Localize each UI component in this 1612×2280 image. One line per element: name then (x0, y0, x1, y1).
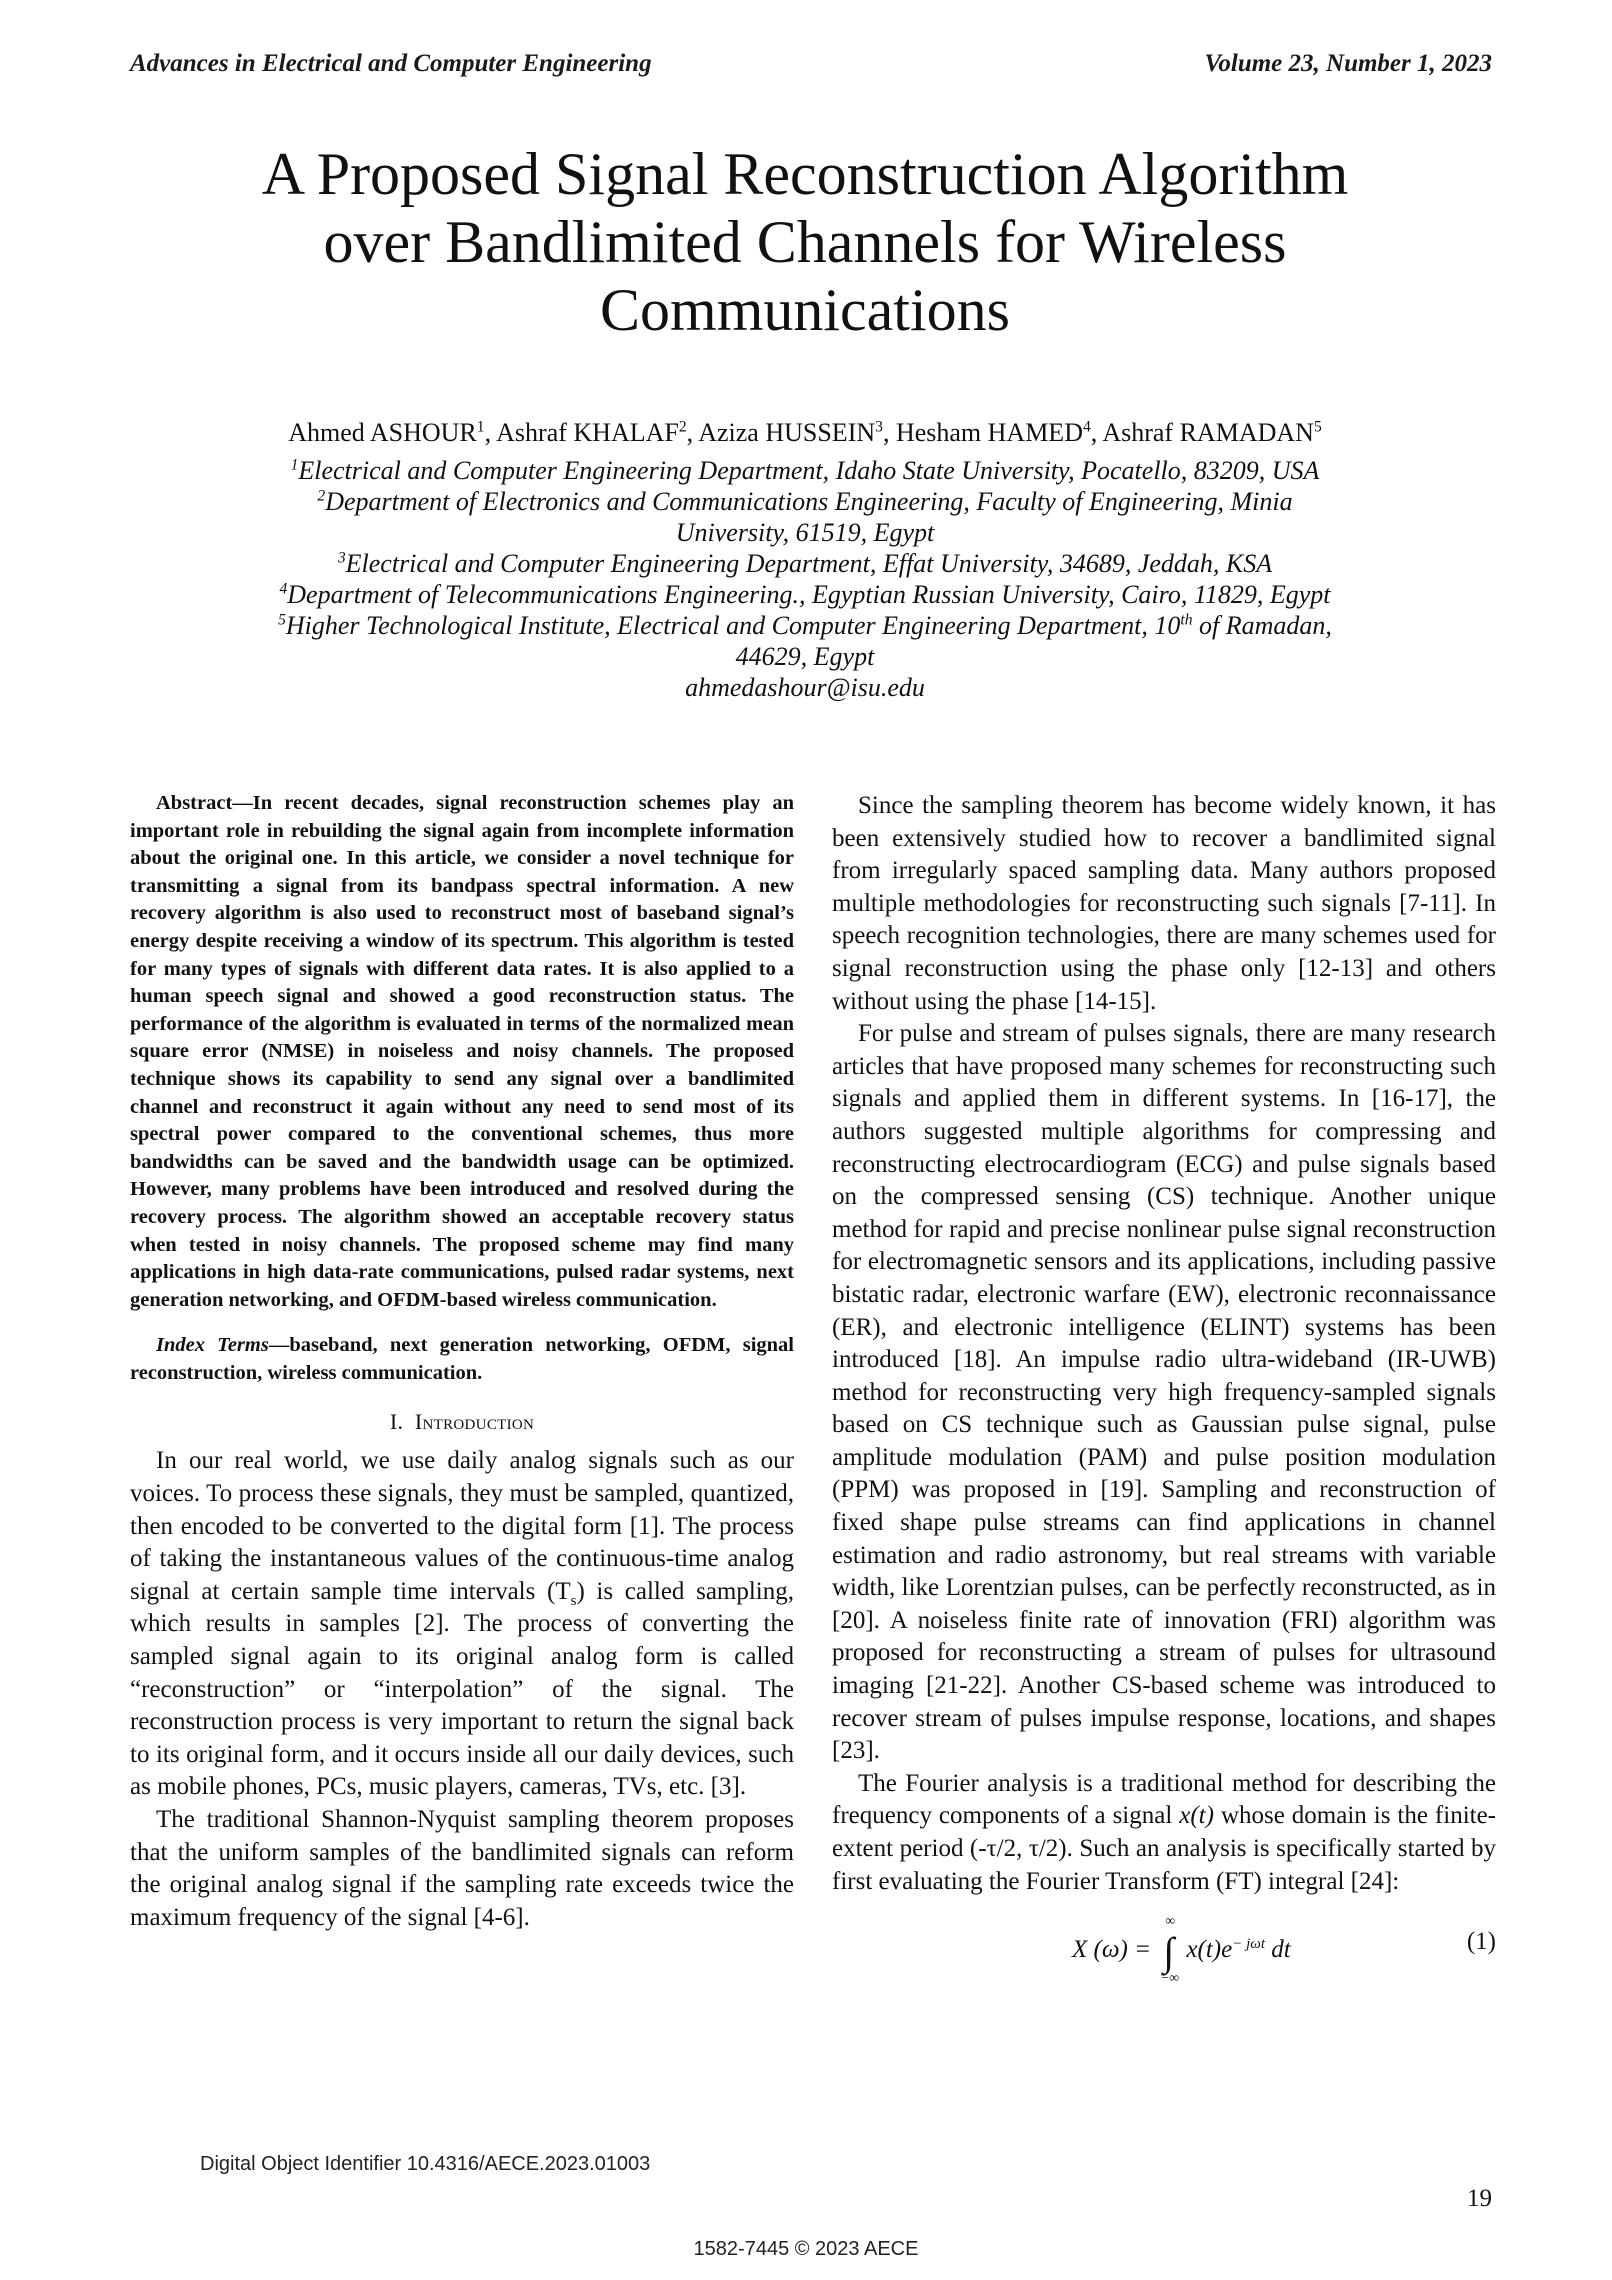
section-heading: I. Introduction (389, 1409, 535, 1435)
doi[interactable]: Digital Object Identifier 10.4316/AECE.2023.01003 (200, 2153, 651, 2175)
affiliation-5: $^5$Higher Technological Institute, Electrical and Computer Engineering Department, 10th of Ramadan, (278, 611, 1332, 640)
author-sup: 3 (875, 418, 883, 436)
title-line: Communications (600, 277, 1010, 343)
author-sup: 2 (678, 418, 687, 436)
affiliations (150, 455, 1460, 703)
journal-name: Advances in Electrical and Computer Engineering (130, 50, 652, 77)
affiliation-1: $^1$Electrical and Computer Engineering Department, Idaho State University, Pocatello, 83209, USA (290, 456, 1320, 485)
affiliation-2: $^2$Department of Electronics and Communications Engineering, Faculty of Engineering, Minia (317, 487, 1293, 516)
author-name: Ashraf KHALAF (496, 418, 679, 447)
contact-email[interactable]: ahmedashour@isu.edu (685, 673, 925, 702)
equation-1 (832, 1906, 1496, 1986)
index-terms-label: Index Terms (156, 1334, 269, 1357)
author-sup: 4 (1082, 418, 1091, 436)
index-terms-text: —baseband, next generation networking, OFDM, signal reconstruction, wireless communication. (130, 1334, 794, 1384)
equation-body: X (ω) = ∫ ∞ −∞ $x(t)e^{- j\omega t}$ dt (1072, 1914, 1291, 1987)
affiliation-4: $^4$Department of Telecommunications Engineering., Egyptian Russian University, Cairo, 11829, Egypt (279, 580, 1331, 609)
paragraph: The Fourier analysis is a traditional method for describing the frequency components of a signal x(t) whose domain is the finite-extent period (-τ/2, τ/2). Such an analysis is specifically started by first evaluating the Fourier Transform (FT) integral [24]: (832, 1769, 1497, 1895)
paragraph: For pulse and stream of pulses signals, there are many research articles that have proposed many schemes for reconstructing such signals and applied them in different systems. In [16-17], the authors suggested multiple algorithms for compressing and reconstructing electrocardiogram (ECG) and pulse signals based on the compressed sensing (CS) technique. Another unique method for rapid and precise nonlinear pulse signal reconstruction for electromagnetic sensors and its applications, including passive bistatic radar, electronic warfare (EW), electronic reconnaissance (ER), and electronic intelligence (ELINT) systems has been introduced [18]. An impulse radio ultra-wideband (IR-UWB) method for reconstructing very high frequency-sampled signals based on CS technique such as Gaussian pulse signal, pulse amplitude modulation (PAM) and pulse position modulation (PPM) was proposed in [19]. Sampling and reconstruction of fixed shape pulse streams can find applications in channel estimation and radio astronomy, but real streams with variable width, like Lorentzian pulses, can be perfectly reconstructed, as in [20]. A noiseless finite rate of innovation (FRI) algorithm was proposed for reconstructing a stream of pulses for ultrasound imaging [21-22]. Another CS-based scheme was introduced to recover stream of pulses impulse response, locations, and shapes [23]. (832, 1020, 1496, 1765)
paragraph: Since the sampling theorem has become widely known, it has been extensively studied how to recover a bandlimited signal from irregularly spaced sampling data. Many authors proposed multiple methodologies for reconstructing such signals [7-11]. In speech recognition technologies, there are many schemes used for signal reconstruction using the phase only [12-13] and others without using the phase [14-15]. (832, 792, 1496, 1015)
integral-sign: ∫ ∞ −∞ (1161, 1914, 1180, 1987)
author-name: Ahmed ASHOUR (288, 418, 477, 447)
paragraph: In our real world, we use daily analog signals such as our voices. To process these signals, they must be sampled, quantized, then encoded to be converted to the digital form [1]. The process of taking the instantaneous values of the continuous-time analog signal at certain sample time intervals $(T_s)$ is called sampling, which results in samples [2]. The process of converting the sampled signal again to its original analog form is called “reconstruction” or “interpolation” of the signal. The reconstruction process is very important to return the signal back to its original form, and it occurs inside all our daily devices, such as mobile phones, PCs, music players, cameras, TVs, etc. [3]. (130, 1447, 794, 1801)
author-sup: 5 (1313, 418, 1322, 436)
title-line: A Proposed Signal Reconstruction Algorithm (261, 141, 1349, 207)
page-number: 19 (1467, 2185, 1492, 2212)
volume-info: Volume 23, Number 1, 2023 (1204, 50, 1492, 77)
author-sup: 1 (476, 418, 485, 436)
affiliation-2-cont: University, 61519, Egypt (675, 518, 935, 547)
paper-title (150, 140, 1460, 344)
equation-number: (1) (1466, 1928, 1496, 1956)
affiliation-3: $^3$Electrical and Computer Engineering Department, Effat University, 34689, Jeddah, KSA (337, 549, 1273, 578)
left-column (130, 790, 794, 1934)
issn-copyright: 1582-7445 © 2023 AECE (693, 2238, 919, 2260)
affiliation-5-cont: 44629, Egypt (735, 642, 875, 671)
index-terms (130, 1332, 794, 1387)
abstract: Abstract—In recent decades, signal reconstruction schemes play an important role in rebuilding the signal again from incomplete information about the original one. In this article, we consider a novel technique for transmitting a signal from its bandpass spectral information. A new recovery algorithm is also used to reconstruct most of baseband signal’s energy despite receiving a window of its spectrum. This algorithm is tested for many types of signals with different data rates. It is also applied to a human speech signal and showed a good reconstruction status. The performance of the algorithm is evaluated in terms of the normalized mean square error (NMSE) in noiseless and noisy channels. The proposed technique shows its capability to send any signal over a bandlimited channel and reconstruct it again without any need to send most of its spectral power compared to the conventional schemes, thus more bandwidths can be saved and the bandwidth usage can be optimized. However, many problems have been introduced and resolved during the recovery process. The algorithm showed an acceptable recovery status when tested in noisy channels. The proposed scheme may find many applications in high data-rate communications, pulsed radar systems, next generation networking, and OFDM-based wireless communication. (130, 792, 794, 1311)
author-list: Ahmed ASHOUR$^1$, Ashraf KHALAF$^2$, Aziza HUSSEIN$^3$, Hesham HAMED$^4$, Ashraf RAMADAN$^5$ (288, 418, 1322, 447)
paragraph: The traditional Shannon-Nyquist sampling theorem proposes that the uniform samples of the bandlimited signals can reform the original analog signal if the sampling rate exceeds twice the maximum frequency of the signal [4-6]. (130, 1806, 794, 1931)
author-name: Hesham HAMED (895, 418, 1083, 447)
right-column (832, 790, 1496, 1986)
author-name: Ashraf RAMADAN (1102, 418, 1314, 447)
title-line: over Bandlimited Channels for Wireless (323, 209, 1287, 275)
author-name: Aziza HUSSEIN (698, 418, 876, 447)
